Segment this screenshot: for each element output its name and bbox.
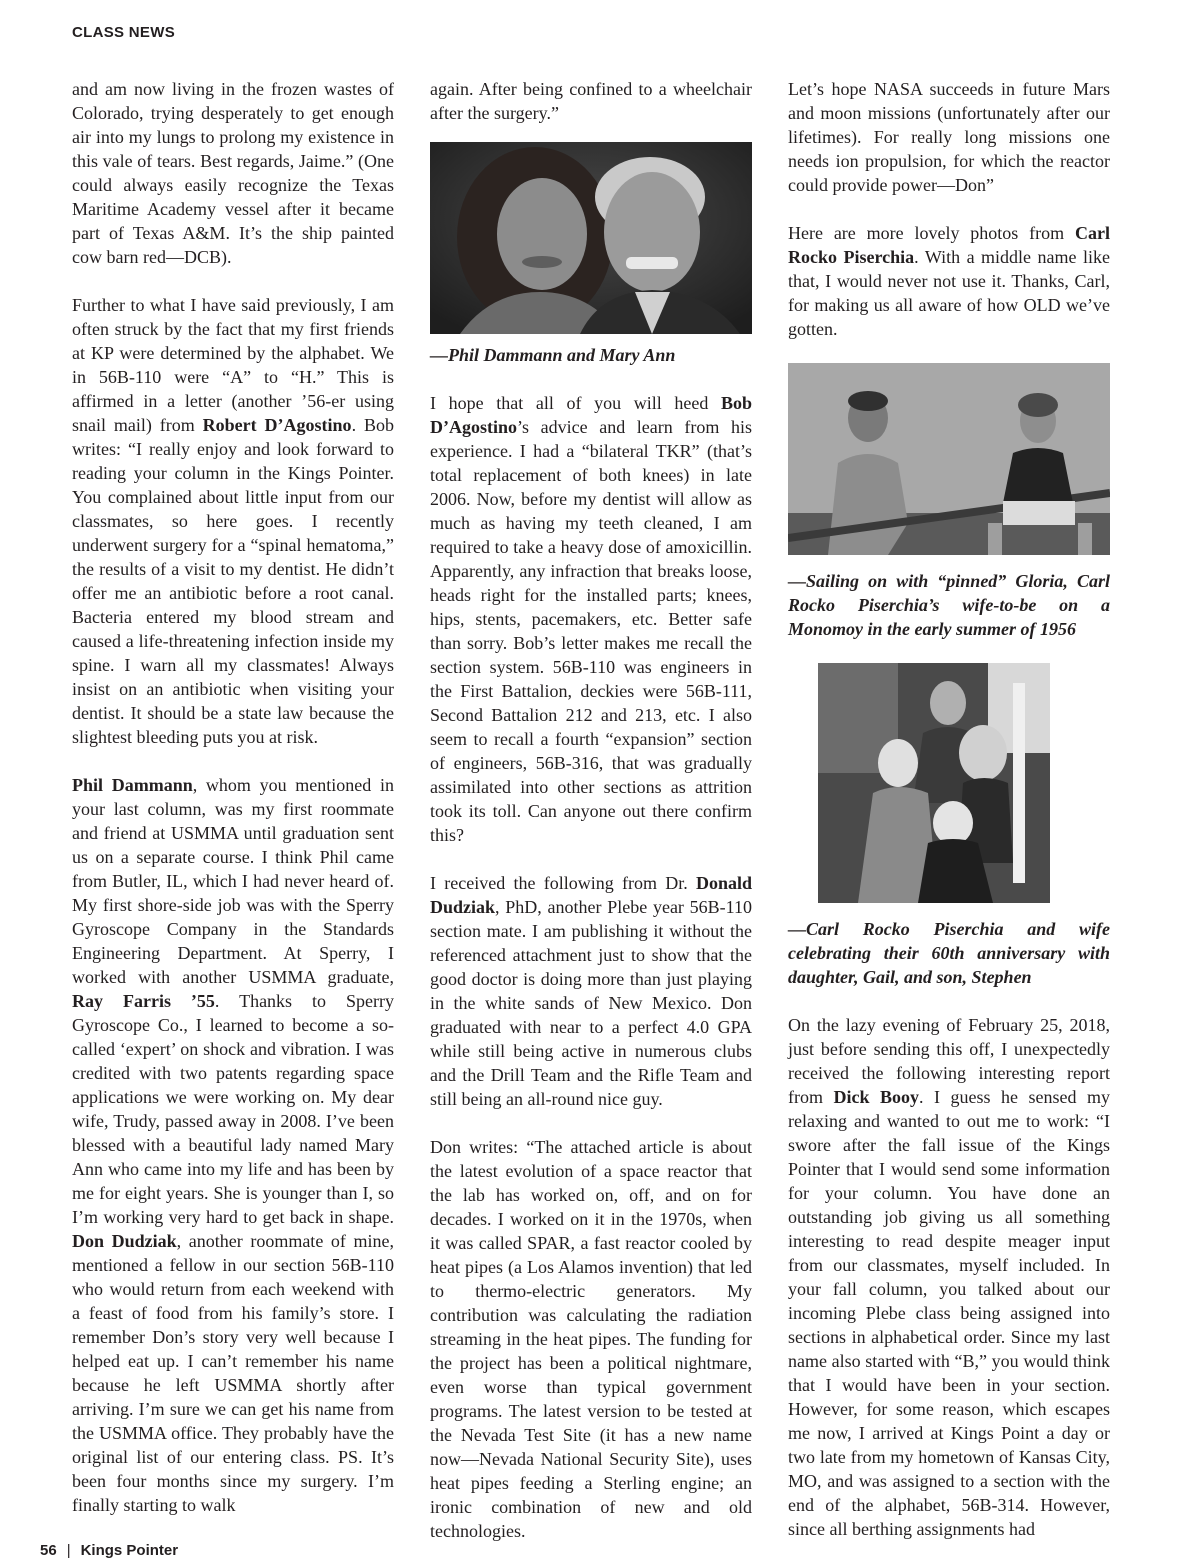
photo-caption: —Carl Rocko Piserchia and wife celebrating their 60th anniversary with daughter, Gail, and son, Stephen bbox=[788, 919, 1110, 987]
photo-sailing bbox=[788, 363, 1110, 555]
bold-name: Ray Farris ’55 bbox=[72, 991, 215, 1011]
page-footer bbox=[40, 1542, 178, 1559]
bold-name: Phil Dammann bbox=[72, 775, 193, 795]
paragraph: On the lazy evening of February 25, 2018, just before sending this off, I unexpectedly received the following interesting report from Dick Booy. I guess he sensed my relaxing and wanted to out me to work: “I swore after the fall issue of the Kings Pointer that I would send some information for your column. You have done an outstanding job giving us all something interesting to read despite meager input from our classmates, myself included. In your fall column, you talked about our incoming Plebe class being assigned into sections in alphabetical order. Since my last name also started with “B,” you would think that I would have been in your section. However, for some reason, which escapes me now, I arrived at Kings Point a day or two late from my hometown of Kansas City, MO, and was assigned to a section with the end of the alphabet, 56B-314. However, since all berthing assignments had bbox=[788, 1015, 1110, 1539]
paragraph: Don writes: “The attached article is about the latest evolution of a space reactor that the lab has worked on, off, and on for decades. I worked on it in the 1970s, when it was called SPAR, a fast reactor cooled by heat pipes (a Los Alamos invention) that led to thermo-electric generators. My contribution was calculating the radiation streaming in the heat pipes. The funding for the project has been a political nightmare, even worse than typical government programs. The latest version to be tested at the Nevada Test Site (it has a new name now—Nevada National Security Site), uses heat pipes feeding a Sterling engine; an ironic combination of new and old technologies. bbox=[430, 1137, 752, 1541]
bold-name: Robert D’Agostino bbox=[202, 415, 352, 435]
paragraph: and am now living in the frozen wastes of Colorado, trying desperately to get enough air into my lungs to prolong my existence in this vale of tears. Best regards, Jaime.” (One could always easily recognize the Texas Maritime Academy vessel after it became part of Texas A&M. It’s the ship painted cow barn red—DCB). bbox=[72, 79, 394, 267]
magazine-name: Kings Pointer bbox=[80, 1542, 179, 1559]
paragraph: Here are more lovely photos from Carl Rocko Piserchia. With a middle name like that, I would never not use it. Thanks, Carl, for making us all aware of how OLD we’ve gotten. bbox=[788, 223, 1111, 339]
column-2 bbox=[430, 77, 752, 1543]
footer-separator: | bbox=[66, 1542, 71, 1559]
column-1 bbox=[72, 77, 394, 1517]
page-number: 56 bbox=[40, 1542, 57, 1559]
bold-name: Carl Rocko Piserchia bbox=[788, 223, 1110, 267]
column-3 bbox=[788, 77, 1110, 1541]
photo-family bbox=[818, 663, 1050, 903]
photo-couple bbox=[430, 142, 752, 334]
photo-caption: —Sailing on with “pinned” Gloria, Carl Rocko Piserchia’s wife-to-be on a Monomoy in the early summer of 1956 bbox=[788, 571, 1110, 639]
bold-name: Dick Booy bbox=[833, 1087, 920, 1107]
paragraph: Let’s hope NASA succeeds in future Mars and moon missions (unfortunately after our lifetimes). For really long missions one needs ion propulsion, for which the reactor could provide power—Don” bbox=[788, 79, 1110, 195]
paragraph: Phil Dammann, whom you mentioned in your last column, was my first roommate and friend at USMMA until graduation sent us on a separate course. I think Phil came from Butler, IL, which I had never heard of. My first shore-side job was with the Sperry Gyroscope Company in the Standards Engineering Department. At Sperry, I worked with another USMMA graduate, Ray Farris ’55. Thanks to Sperry Gyroscope Co., I learned to become a so-called ‘expert’ on shock and vibration. I was credited with two patents regarding space applications we were working on. My dear wife, Trudy, passed away in 2008. I’ve been blessed with a beautiful lady named Mary Ann who came into my life and has been by me for eight years. She is younger than I, so I’m working very hard to get back in shape. Don Dudziak, another roommate of mine, mentioned a fellow in our section 56B-110 who would return from each weekend with a feast of food from his family’s store. I remember Don’s story very well because I helped eat up. I can’t remember his name because he left USMMA shortly after arriving. I’m sure we can get his name from the USMMA office. They probably have the original list of our entering class. PS. It’s been four months since my surgery. I’m finally starting to walk bbox=[72, 775, 395, 1515]
paragraph: I hope that all of you will heed Bob D’Agostino’s advice and learn from his experience. I had a “bilateral TKR” (that’s total replacement of both knees) in late 2006. Now, before my dentist will allow as much as having my teeth cleaned, I am required to take a heavy dose of amoxicillin. Apparently, any infraction that breaks loose, heads right for the installed parts; knees, hips, stents, pacemakers, etc. Better safe than sorry. Bob’s letter makes me recall the section system. 56B-110 was engineers in the First Battalion, deckies were 56B-111, Second Battalion 212 and 213, etc. I also seem to recall a fourth “expansion” section of engineers, 56B-316, that was gradually assimilated into other sections as attrition took its toll. Can anyone out there confirm this? bbox=[430, 393, 752, 845]
photo-caption: —Phil Dammann and Mary Ann bbox=[430, 345, 676, 365]
bold-name: Don Dudziak bbox=[72, 1231, 177, 1251]
section-heading: CLASS NEWS bbox=[72, 24, 176, 41]
paragraph: again. After being confined to a wheelchair after the surgery.” bbox=[430, 79, 752, 123]
paragraph: Further to what I have said previously, I am often struck by the fact that my first friends at KP were determined by the alphabet. We in 56B-110 were “A” to “H.” This is affirmed in a letter (another ’56-er using snail mail) from Robert D’Agostino. Bob writes: “I really enjoy and look forward to reading your column in the Kings Pointer. You complained about little input from our classmates, so here goes. I recently underwent surgery for a “spinal hematoma,” the results of a visit to my dentist. He didn’t offer me an antibiotic before a root canal. Bacteria entered my blood stream and caused a life-threatening infection inside my spine. I warn all my classmates! Always insist on an antibiotic when visiting your dentist. It should be a state law because the slightest bleeding puts you at risk. bbox=[72, 295, 394, 747]
bold-name: Donald Dudziak bbox=[430, 873, 752, 917]
bold-name: Bob D’Agostino bbox=[430, 393, 752, 437]
paragraph: I received the following from Dr. Donald Dudziak, PhD, another Plebe year 56B-110 section mate. I am publishing it without the referenced attachment just to show that the good doctor is doing more than just playing in the white sands of New Mexico. Don graduated with near to a perfect 4.0 GPA while still being active in numerous clubs and the Drill Team and the Rifle Team and still being an all-round nice guy. bbox=[430, 873, 752, 1109]
